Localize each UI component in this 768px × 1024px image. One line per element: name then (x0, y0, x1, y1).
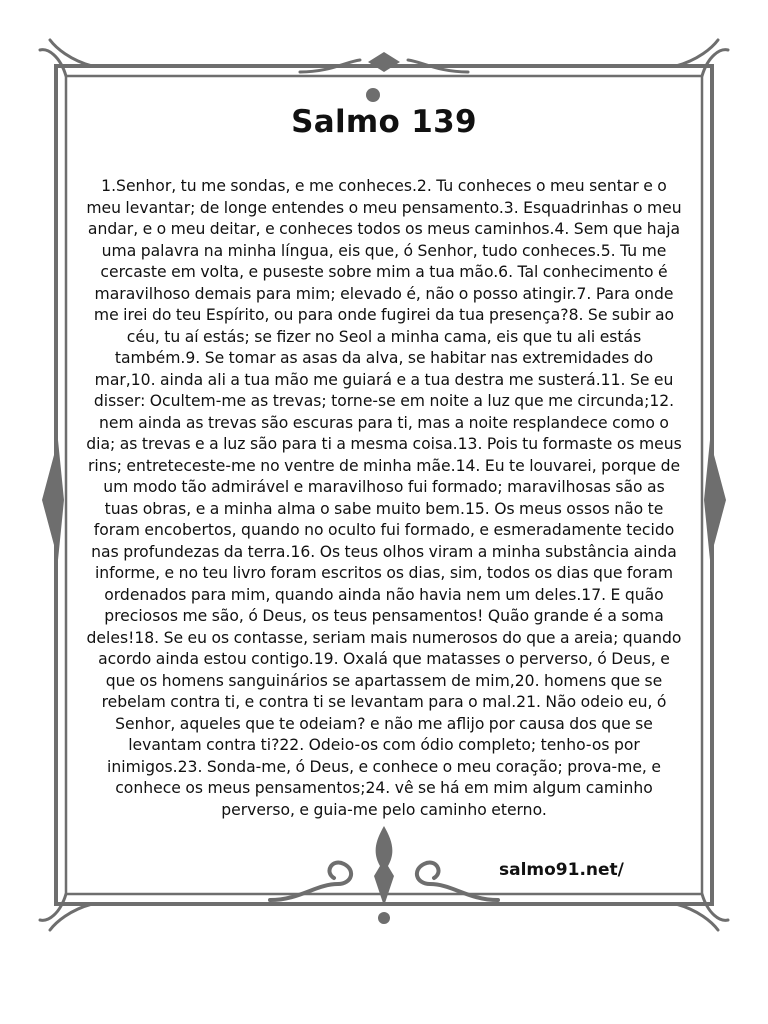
psalm-text: 1.Senhor, tu me sondas, e me conheces.2. Tu conheces o meu sentar e o meu levantar; de longe entendes o meu pensamento.3. Esquadrinhas o meu andar, e o meu deitar, e conheces todos os meus caminhos.4. Sem que haja uma palavra na minha língua, eis que, ó Senhor, tudo conheces.5. Tu me cercaste em volta, e puseste sobre mim a tua mão.6. Tal conhecimento é maravilhoso demais para mim; elevado é, não o posso atingir.7. Para onde me irei do teu Espírito, ou para onde fugirei da tua presença?8. Se subir ao céu, tu aí estás; se fizer no Seol a minha cama, eis que tu ali estás também.9. Se tomar as asas da alva, se habitar nas extremidades do mar,10. ainda ali a tua mão me guiará e a tua destra me susterá.11. Se eu disser: Ocultem-me as trevas; torne-se em noite a luz que me circunda;12. nem ainda as trevas são escuras para ti, mas a noite resplandece como o dia; as trevas e a luz são para ti a mesma coisa.13. Pois tu formaste os meus rins; entreteceste-me no ventre de minha mãe.14. Eu te louvarei, porque de um modo tão admirável e maravilhoso fui formado; maravilhosas são as tuas obras, e a minha alma o sabe muito bem.15. Os meus ossos não te foram encobertos, quando no oculto fui formado, e esmeradamente tecido nas profundezas da terra.16. Os teus olhos viram a minha substância ainda informe, e no teu livro foram escritos os dias, sim, todos os dias que foram ordenados para mim, quando ainda não havia nem um deles.17. E quão preciosos me são, ó Deus, os teus pensamentos! Quão grande é a soma deles!18. Se eu os contasse, seriam mais numerosos do que a areia; quando acordo ainda estou contigo.19. Oxalá que matasses o perverso, ó Deus, e que os homens sanguinários se apartassem de mim,20. homens que se rebelam contra ti, e contra ti se levantam para o mal.21. Não odeio eu, ó Senhor, aqueles que te odeiam? e não me aflijo por causa dos que se levantam contra ti?22. Odeio-os com ódio completo; tenho-os por inimigos.23. Sonda-me, ó Deus, e conhece o meu coração; prova-me, e conhece os meus pensamentos;24. vê se há em mim algum caminho perverso, e guia-me pelo caminho eterno. (86, 177, 682, 819)
corner-flourish-bottom-left (40, 894, 92, 930)
bottom-dot (378, 912, 390, 924)
top-dot (366, 88, 380, 102)
corner-flourish-top-right (676, 40, 728, 76)
corner-flourish-top-left (40, 40, 92, 76)
page-title: Salmo 139 (291, 104, 477, 140)
corner-flourish-bottom-right (676, 894, 728, 930)
left-side-ornament (42, 440, 64, 560)
right-side-ornament (704, 440, 726, 560)
website-link[interactable]: salmo91.net/ (499, 860, 624, 880)
top-diamond (368, 52, 400, 72)
